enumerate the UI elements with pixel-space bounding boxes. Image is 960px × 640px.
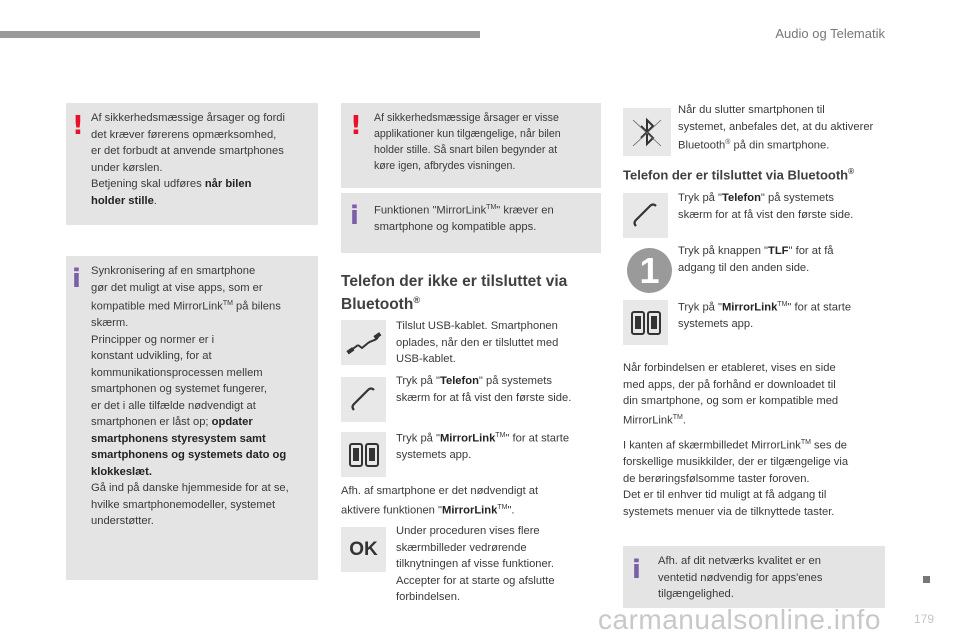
info-icon: i (632, 555, 641, 585)
warning-text-2: Af sikkerhedsmæssige årsager er visse applikationer kun tilgængelige, når bilen holder stille. Så snart bilen begynder at køre igen, afbrydes visningen. (374, 112, 561, 172)
mirrorlink-icon (341, 432, 386, 477)
header-bar (0, 31, 480, 38)
step-mirrorlink-text-2: Tryk på "MirrorLink™" for at starte systemets app. (678, 301, 852, 331)
ok-icon: OK (341, 527, 386, 572)
bluetooth-icon (623, 108, 671, 156)
info-icon: i (350, 201, 359, 231)
phone-handset-icon (623, 193, 668, 238)
bluetooth-text: Når du slutter smartphonen til systemet, anbefales det, at du aktiverer Bluetooth® på din smartphone. (678, 104, 874, 152)
warning-icon: ! (350, 111, 362, 141)
mirrorlink-paragraph: I kanten af skærmbilledet MirrorLink™ ses de forskellige musikkilder, der er tilgængelige via de berøringsfølsomme taster foroven. Det er til enhver tid muligt at få adgang til systemets menuer via de tilknyttede taster. (623, 439, 849, 518)
chapter-badge: 1 (627, 248, 672, 293)
info-text-3: Afh. af dit netværks kvalitet er en ventetid nødvendig for apps'enes tilgængelighed. (658, 555, 823, 600)
page-marker (923, 576, 930, 583)
step-telefon-text: Tryk på "Telefon" på systemets skærm for at få vist den første side. (678, 192, 854, 221)
step-tlf-text: Tryk på knappen "TLF" for at få adgang til den anden side. (678, 245, 834, 274)
step-mirrorlink-text: Tryk på "MirrorLink™" for at starte systemets app. (396, 432, 570, 462)
activate-paragraph: Afh. af smartphone er det nødvendigt at aktivere funktionen "MirrorLink™". (341, 485, 539, 517)
section-title: Audio og Telematik (775, 26, 885, 41)
info-text-2: Funktionen "MirrorLink™" kræver en smartphone og kompatible apps. (374, 204, 554, 234)
warning-text: Af sikkerhedsmæssige årsager og fordi det kræver førerens opmærksomhed, er det forbudt at anvende smartphones under kørslen. Betjening skal udføres når bilen holder stille. (91, 112, 286, 207)
heading-not-connected: Telefon der ikke er tilsluttet via Bluetooth® (341, 273, 568, 314)
step-ok-text: Under proceduren vises flere skærmbilleder vedrørende tilknytningen af visse funktioner. Accepter for at starte og afslutte forbindelsen. (396, 525, 555, 603)
step-usb-text: Tilslut USB-kablet. Smartphonen oplades, når den er tilsluttet med USB-kablet. (396, 320, 559, 365)
watermark: carmanualsonline.info (598, 604, 881, 635)
info-text: Synkronisering af en smartphone gør det muligt at vise apps, som er kompatible med MirrorLink™ på bilens skærm. Principper og normer er i konstant udvikling, for at kommunikationsprocessen mellem smartphonen og systemet fungerer, er det i alle tilfælde nødvendigt at smartphonen er låst op; opdater smartphonens styresystem samt smartphonens og systemets dato og klokkeslæt. Gå ind på danske hjemmeside for at se, hvilke smartphonemodeller, systemet understøtter. (91, 265, 289, 528)
usb-cable-icon (341, 320, 386, 365)
mirrorlink-icon (623, 300, 668, 345)
info-icon: i (72, 264, 81, 294)
step-phone-text: Tryk på "Telefon" på systemets skærm for at få vist den første side. (396, 375, 572, 404)
heading-connected: Telefon der er tilsluttet via Bluetooth® (623, 167, 855, 183)
page-number: 179 (913, 612, 934, 626)
warning-icon: ! (72, 111, 84, 141)
phone-handset-icon (341, 377, 386, 422)
connection-paragraph: Når forbindelsen er etableret, vises en side med apps, der på forhånd er downloadet til din smartphone, og som er kompatible med MirrorLink™. (623, 362, 839, 427)
